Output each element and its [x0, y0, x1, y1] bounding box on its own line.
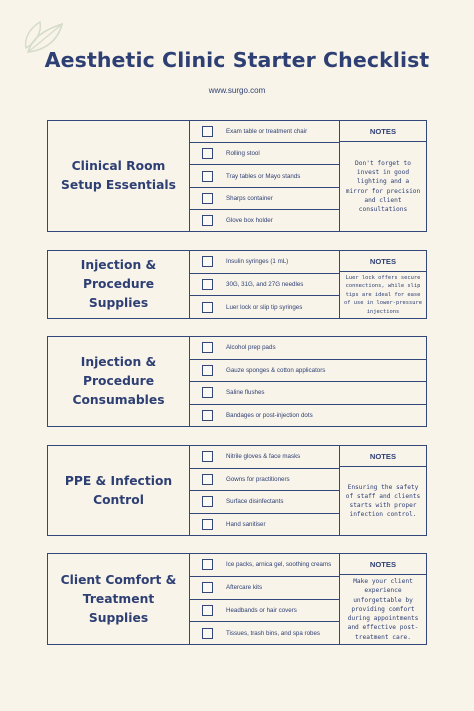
checklist-item: [190, 360, 426, 383]
checklist-item: [190, 274, 339, 297]
item-label: 30G, 31G, and 27G needles: [226, 281, 304, 288]
notes-text: Luer lock offers secure connections, while slip tips are ideal for ease of use in lower-pressure injections: [344, 274, 422, 315]
item-label: Gowns for practitioners: [226, 475, 290, 483]
website-url: www.surgo.com: [208, 86, 266, 95]
checkbox[interactable]: [202, 387, 213, 398]
notes-heading: NOTES: [340, 251, 426, 272]
checklist-item: [190, 622, 339, 644]
notes-heading: NOTES: [340, 446, 426, 467]
checklist-item: [190, 600, 339, 623]
checkbox[interactable]: [202, 628, 213, 639]
section-clinical-room-setup: [47, 120, 427, 232]
item-label: Tissues, trash bins, and spa robes: [226, 629, 321, 637]
item-label: Alcohol prep pads: [226, 344, 276, 352]
section-title: Injection & Procedure Consumables: [48, 337, 190, 426]
checklist-items: [190, 337, 426, 426]
section-client-comfort: [47, 553, 427, 645]
checklist-item: [190, 446, 339, 469]
checkbox[interactable]: [202, 279, 213, 290]
section-title: PPE & Infection Control: [48, 446, 190, 535]
checkbox[interactable]: [202, 126, 213, 137]
checkbox[interactable]: [202, 582, 213, 593]
checklist-items: [190, 251, 339, 318]
checklist-items: [190, 446, 339, 535]
checklist-item: [190, 491, 339, 514]
item-label: Bandages or post-injection dots: [226, 411, 313, 419]
checklist-items: [190, 121, 339, 231]
checkbox[interactable]: [202, 451, 213, 462]
notes-panel: [339, 251, 426, 318]
item-label: Rolling stool: [226, 150, 260, 158]
section-ppe-infection-control: [47, 445, 427, 536]
checklist-item: [190, 121, 339, 143]
notes-panel: [339, 446, 426, 535]
item-label: Insulin syringes (1 mL): [226, 258, 289, 266]
page-title: Aesthetic Clinic Starter Checklist: [44, 48, 430, 72]
item-label: Luer lock or slip tip syringes: [226, 303, 303, 311]
item-label: Tray tables or Mayo stands: [226, 172, 301, 180]
checklist-item: [190, 165, 339, 187]
checklist-item: [190, 337, 426, 360]
checklist-item: [190, 469, 339, 492]
section-injection-consumables: [47, 336, 427, 427]
checklist-item: [190, 143, 339, 165]
checkbox[interactable]: [202, 256, 213, 267]
item-label: Sharps container: [226, 194, 273, 202]
item-label: Saline flushes: [226, 389, 265, 397]
item-label: Aftercare kits: [226, 584, 263, 592]
checkbox[interactable]: [202, 148, 213, 159]
notes-text: Make your client experience unforgettable by providing comfort during appointments and effective post-treatment care.: [347, 578, 419, 641]
notes-panel: [339, 121, 426, 231]
item-label: Exam table or treatment chair: [226, 128, 308, 136]
notes-heading: NOTES: [340, 121, 426, 142]
checkbox[interactable]: [202, 215, 213, 226]
section-title: Clinical Room Setup Essentials: [48, 121, 190, 231]
item-label: Gauze sponges & cotton applicators: [226, 366, 326, 374]
item-label: Nitrile gloves & face masks: [226, 453, 301, 461]
checkbox[interactable]: [202, 410, 213, 421]
checklist-item: [190, 382, 426, 405]
notes-panel: [339, 554, 426, 644]
notes-heading: NOTES: [340, 554, 426, 575]
checklist-items: [190, 554, 339, 644]
notes-text: Ensuring the safety of staff and clients starts with proper infection control.: [345, 483, 421, 519]
checklist-item: [190, 405, 426, 427]
checkbox[interactable]: [202, 365, 213, 376]
checklist-item: [190, 210, 339, 231]
checkbox[interactable]: [202, 171, 213, 182]
item-label: Hand sanitiser: [226, 520, 266, 528]
section-title: Injection & Procedure Supplies: [48, 251, 190, 318]
item-label: Surface disinfectants: [226, 498, 284, 506]
checkbox[interactable]: [202, 302, 213, 313]
item-label: Headbands or hair covers: [226, 606, 297, 614]
checkbox[interactable]: [202, 559, 213, 570]
checklist-item: [190, 554, 339, 577]
checkbox[interactable]: [202, 605, 213, 616]
checklist-item: [190, 251, 339, 274]
checkbox[interactable]: [202, 519, 213, 530]
checklist-item: [190, 577, 339, 600]
section-title: Client Comfort & Treatment Supplies: [48, 554, 190, 644]
section-injection-supplies: [47, 250, 427, 319]
item-label: Ice packs, arnica gel, soothing creams: [226, 561, 332, 569]
checklist-item: [190, 188, 339, 210]
item-label: Glove box holder: [226, 216, 273, 224]
checkbox[interactable]: [202, 193, 213, 204]
checklist-item: [190, 296, 339, 318]
checkbox[interactable]: [202, 496, 213, 507]
checklist-item: [190, 514, 339, 536]
checkbox[interactable]: [202, 342, 213, 353]
notes-text: Don't forget to invest in good lighting and a mirror for precision and client consultations: [345, 159, 421, 213]
checkbox[interactable]: [202, 474, 213, 485]
